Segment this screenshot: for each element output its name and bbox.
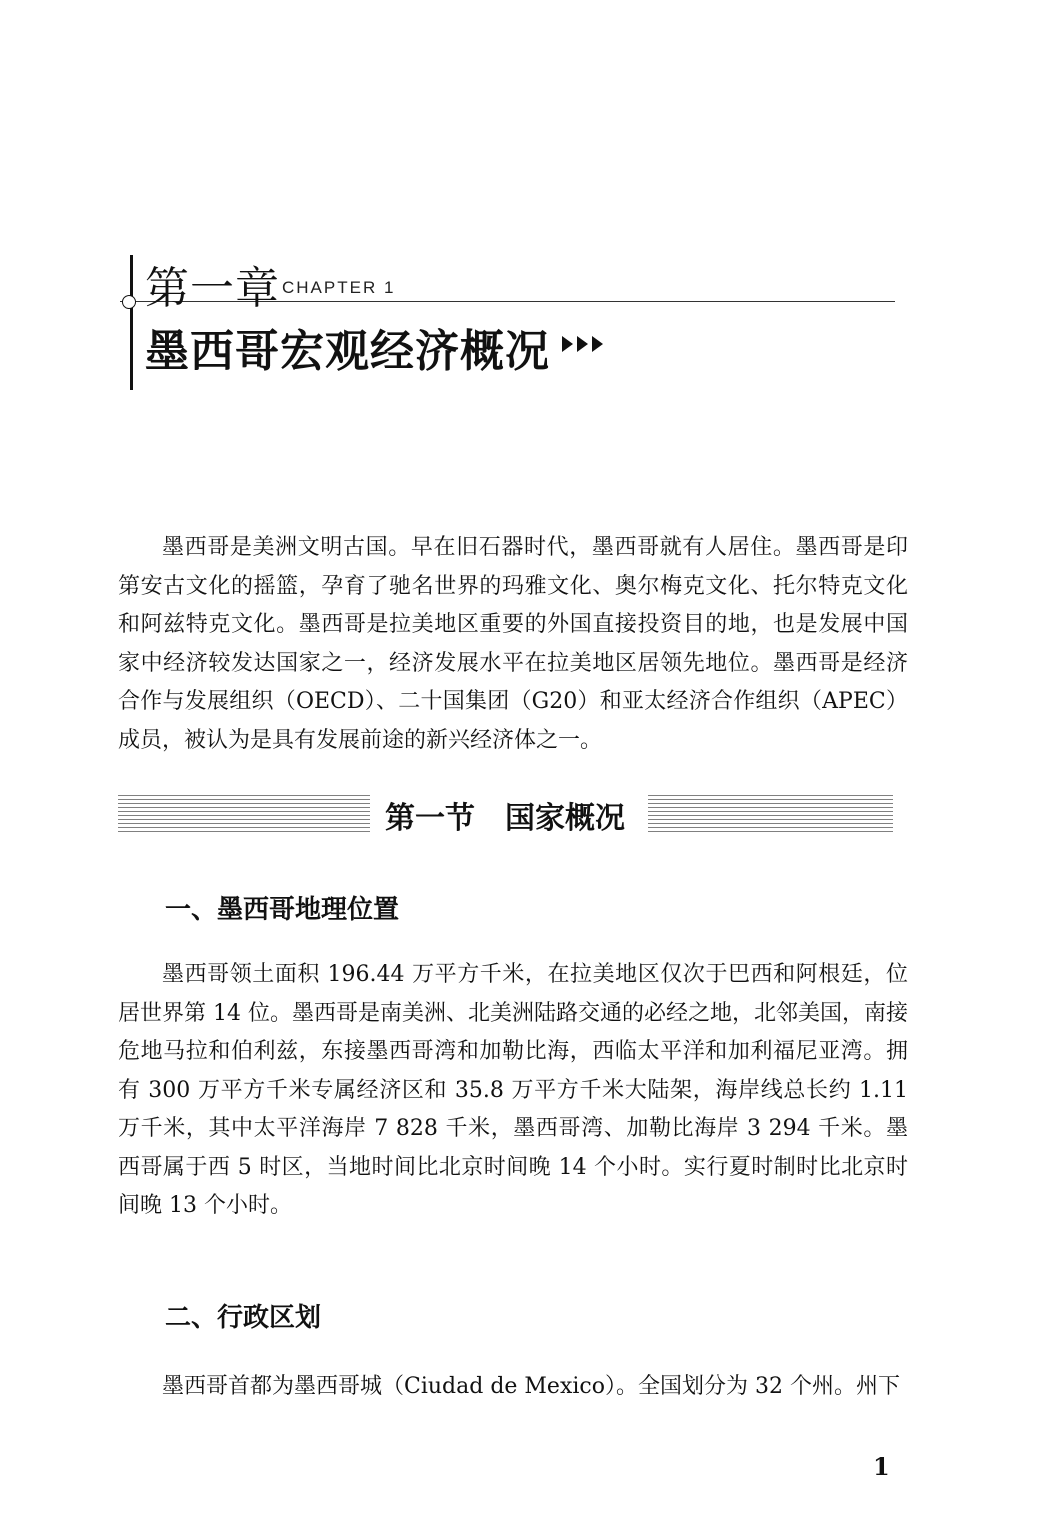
triple-arrow-icon — [562, 336, 603, 352]
chapter-label-english: CHAPTER 1 — [282, 278, 396, 297]
arrow-right-icon — [562, 336, 573, 352]
chapter-title: 墨西哥宏观经济概况 — [145, 326, 550, 377]
section-band-right — [648, 795, 893, 833]
section-band-left — [118, 795, 370, 833]
subsection-heading-geography: 一、墨西哥地理位置 — [165, 895, 400, 925]
administrative-paragraph: 墨西哥首都为墨西哥城（Ciudad de Mexico）。全国划分为 32 个州。州下 — [162, 1374, 900, 1399]
geography-paragraph: 墨西哥领土面积 196.44 万平方千米，在拉美地区仅次于巴西和阿根廷，位居世界第 14 位。墨西哥是南美洲、北美洲陆路交通的必经之地，北邻美国，南接危地马拉和伯利兹，东接墨西哥湾和加勒比海，西临太平洋和加利福尼亚湾。拥有 300 万平方千米专属经济区和 35.8 万平方千米大陆架，海岸线总长约 1.11 万千米，其中太平洋海岸 7 828 千米，墨西哥湾、加勒比海岸 3 294 千米。墨西哥属于西 5 时区，当地时间比北京时间晚 14 个小时。实行夏时制时比北京时间晚 13 个小时。 — [118, 962, 908, 1218]
intro-paragraph: 墨西哥是美洲文明古国。早在旧石器时代，墨西哥就有人居住。墨西哥是印第安古文化的摇篮，孕育了驰名世界的玛雅文化、奥尔梅克文化、托尔特克文化和阿兹特克文化。墨西哥是拉美地区重要的外国直接投资目的地，也是发展中国家中经济较发达国家之一，经济发展水平在拉美地区居领先地位。墨西哥是经济合作与发展组织（OECD）、二十国集团（G20）和亚太经济合作组织（APEC）成员，被认为是具有发展前途的新兴经济体之一。 — [118, 535, 908, 753]
chapter-vertical-bar — [130, 255, 133, 390]
arrow-right-icon — [577, 336, 588, 352]
arrow-right-icon — [592, 336, 603, 352]
chapter-circle-marker — [122, 295, 136, 309]
page-number: 1 — [873, 1452, 890, 1481]
subsection-heading-administrative: 二、行政区划 — [165, 1303, 322, 1333]
chapter-label: 第一章 — [145, 263, 280, 314]
section-title: 第一节 国家概况 — [385, 801, 625, 836]
